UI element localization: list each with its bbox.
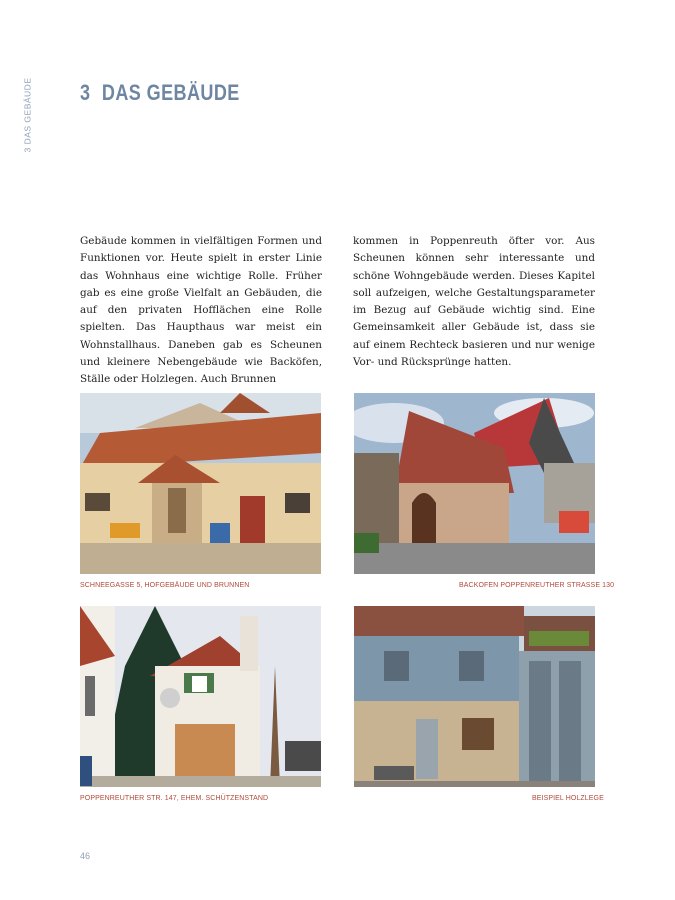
caption-1: SCHNEEGASSE 5, HOFGEBÄUDE UND BRUNNEN — [80, 582, 250, 589]
photo-backofen — [354, 393, 595, 574]
page-number: 46 — [80, 851, 91, 861]
caption-3: POPPENREUTHER STR. 147, EHEM. SCHÜTZENSTAND — [80, 795, 269, 802]
photo-hofgebaeude-brunnen — [80, 393, 321, 574]
caption-4: BEISPIEL HOLZLEGE — [532, 795, 604, 802]
body-text-right: kommen in Poppenreuth öfter vor. Aus Scheunen können sehr interessante und schöne Wohngebäude werden. Dieses Kapitel soll aufzeigen, welche Gestaltungsparameter im Bezug auf Gebäude wichtig sind. Eine Gemeinsamkeit aller Gebäude ist, dass sie auf einem Rechteck basieren und nur wenige Vor- und Rücksprünge hatten. — [353, 235, 595, 369]
body-text-left: Gebäude kommen in vielfältigen Formen und Funktionen vor. Heute spielt in erster Linie das Wohnhaus eine wichtige Rolle. Früher gab es eine große Vielfalt an Gebäuden, die auf den privaten Hofflächen eine Rolle spielten. Das Haupthaus war meist ein Wohnstallhaus. Daneben gab es Scheunen und kleinere Nebengebäude wie Backöfen, Ställe oder Holzlegen. Auch Brunnen — [80, 235, 322, 386]
chapter-number: 3 — [80, 80, 91, 105]
photo-schuetzenstand — [80, 606, 321, 787]
photo-holzlege — [354, 606, 595, 787]
side-chapter-label: 3 DAS GEBÄUDE — [22, 77, 32, 153]
caption-2: BACKOFEN POPPENREUTHER STRASSE 130 — [459, 582, 615, 589]
chapter-title-text: DAS GEBÄUDE — [101, 80, 240, 105]
chapter-title — [80, 80, 240, 106]
